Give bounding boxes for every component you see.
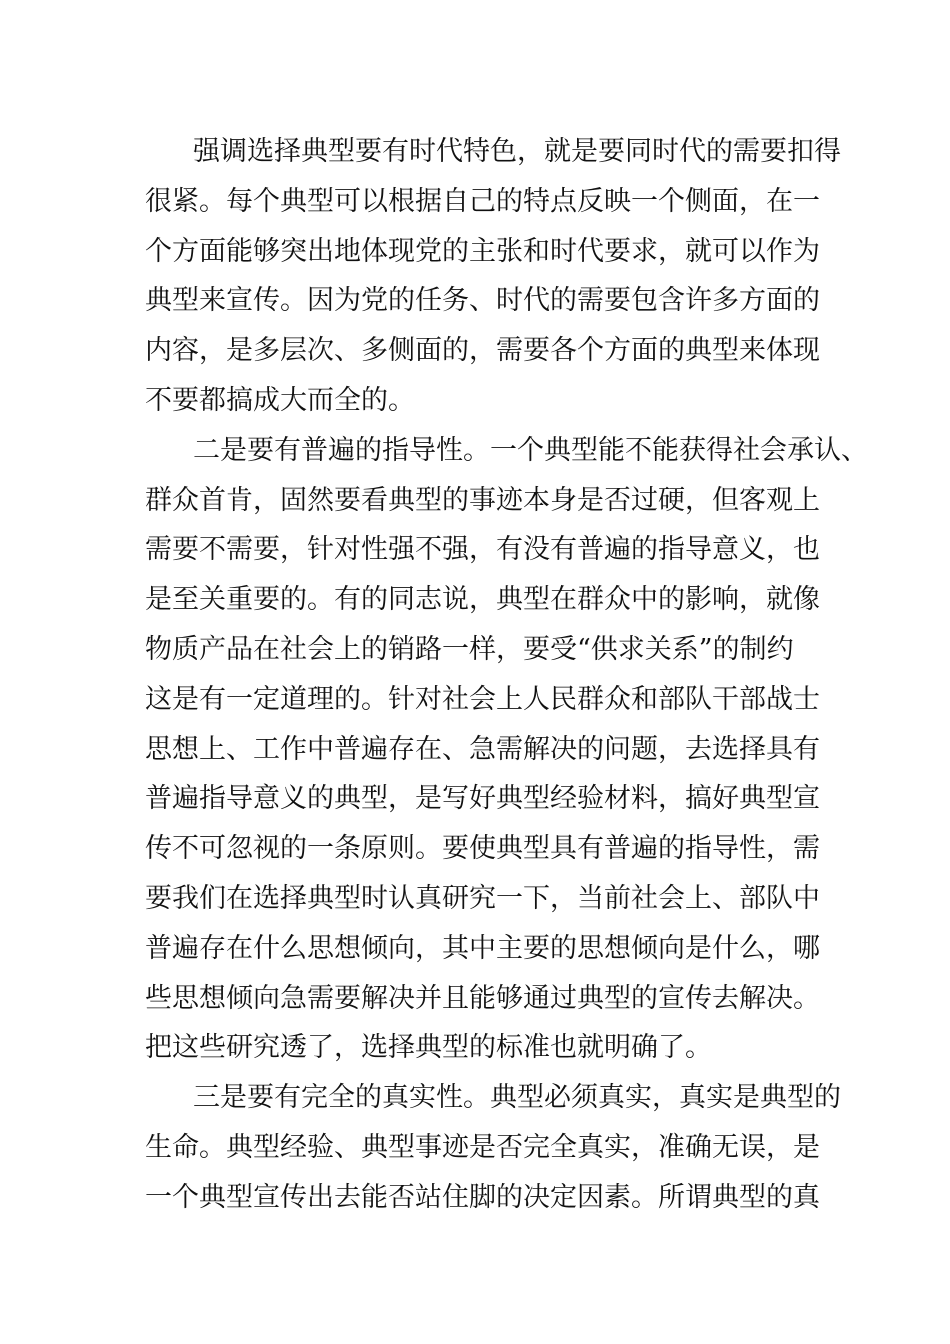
- text-line: 需要不需要，针对性强不强，有没有普遍的指导意义，也: [145, 534, 820, 566]
- text-line: 把这些研究透了，选择典型的标准也就明确了。: [145, 1032, 712, 1064]
- text-line: 这是有一定道理的。针对社会上人民群众和部队干部战士: [145, 683, 820, 715]
- text-line: 二是要有普遍的指导性。一个典型能不能获得社会承认、: [193, 434, 868, 466]
- text-line: 内容，是多层次、多侧面的，需要各个方面的典型来体现: [145, 335, 820, 367]
- paragraph-3: [145, 1073, 841, 1222]
- text-line: 个方面能够突出地体现党的主张和时代要求，就可以作为: [145, 235, 820, 267]
- text-line: 是至关重要的。有的同志说，典型在群众中的影响，就像: [145, 584, 820, 616]
- text-line: 强调选择典型要有时代特色，就是要同时代的需要扣得: [193, 136, 841, 167]
- text-line: 不要都搞成大而全的。: [145, 384, 415, 416]
- paragraph-2: [145, 426, 868, 1073]
- text-line: 普遍指导意义的典型，是写好典型经验材料，搞好典型宣: [145, 783, 820, 815]
- paragraph-1: [145, 127, 841, 426]
- text-line: 要我们在选择典型时认真研究一下，当前社会上、部队中: [145, 882, 820, 914]
- text-line: 普遍存在什么思想倾向，其中主要的思想倾向是什么，哪: [145, 932, 820, 964]
- text-line: 群众首肯，固然要看典型的事迹本身是否过硬，但客观上: [145, 484, 820, 516]
- text-line: 思想上、工作中普遍存在、急需解决的问题，去选择具有: [145, 733, 820, 765]
- text-line: 些思想倾向急需要解决并且能够通过典型的宣传去解决。: [145, 982, 820, 1014]
- text-line: 一个典型宣传出去能否站住脚的决定因素。所谓典型的真: [145, 1181, 820, 1213]
- text-line: 三是要有完全的真实性。典型必须真实，真实是典型的: [193, 1082, 841, 1114]
- text-line: 很紧。每个典型可以根据自己的特点反映一个侧面，在一: [145, 185, 820, 217]
- body-text: [145, 127, 868, 1223]
- text-line: 传不可忽视的一条原则。要使典型具有普遍的指导性，需: [145, 833, 820, 865]
- text-line: 物质产品在社会上的销路一样，要受“供求关系”的制约: [145, 633, 794, 665]
- text-line: 生命。典型经验、典型事迹是否完全真实，准确无误，是: [145, 1131, 820, 1163]
- text-line: 典型来宣传。因为党的任务、时代的需要包含许多方面的: [145, 285, 820, 317]
